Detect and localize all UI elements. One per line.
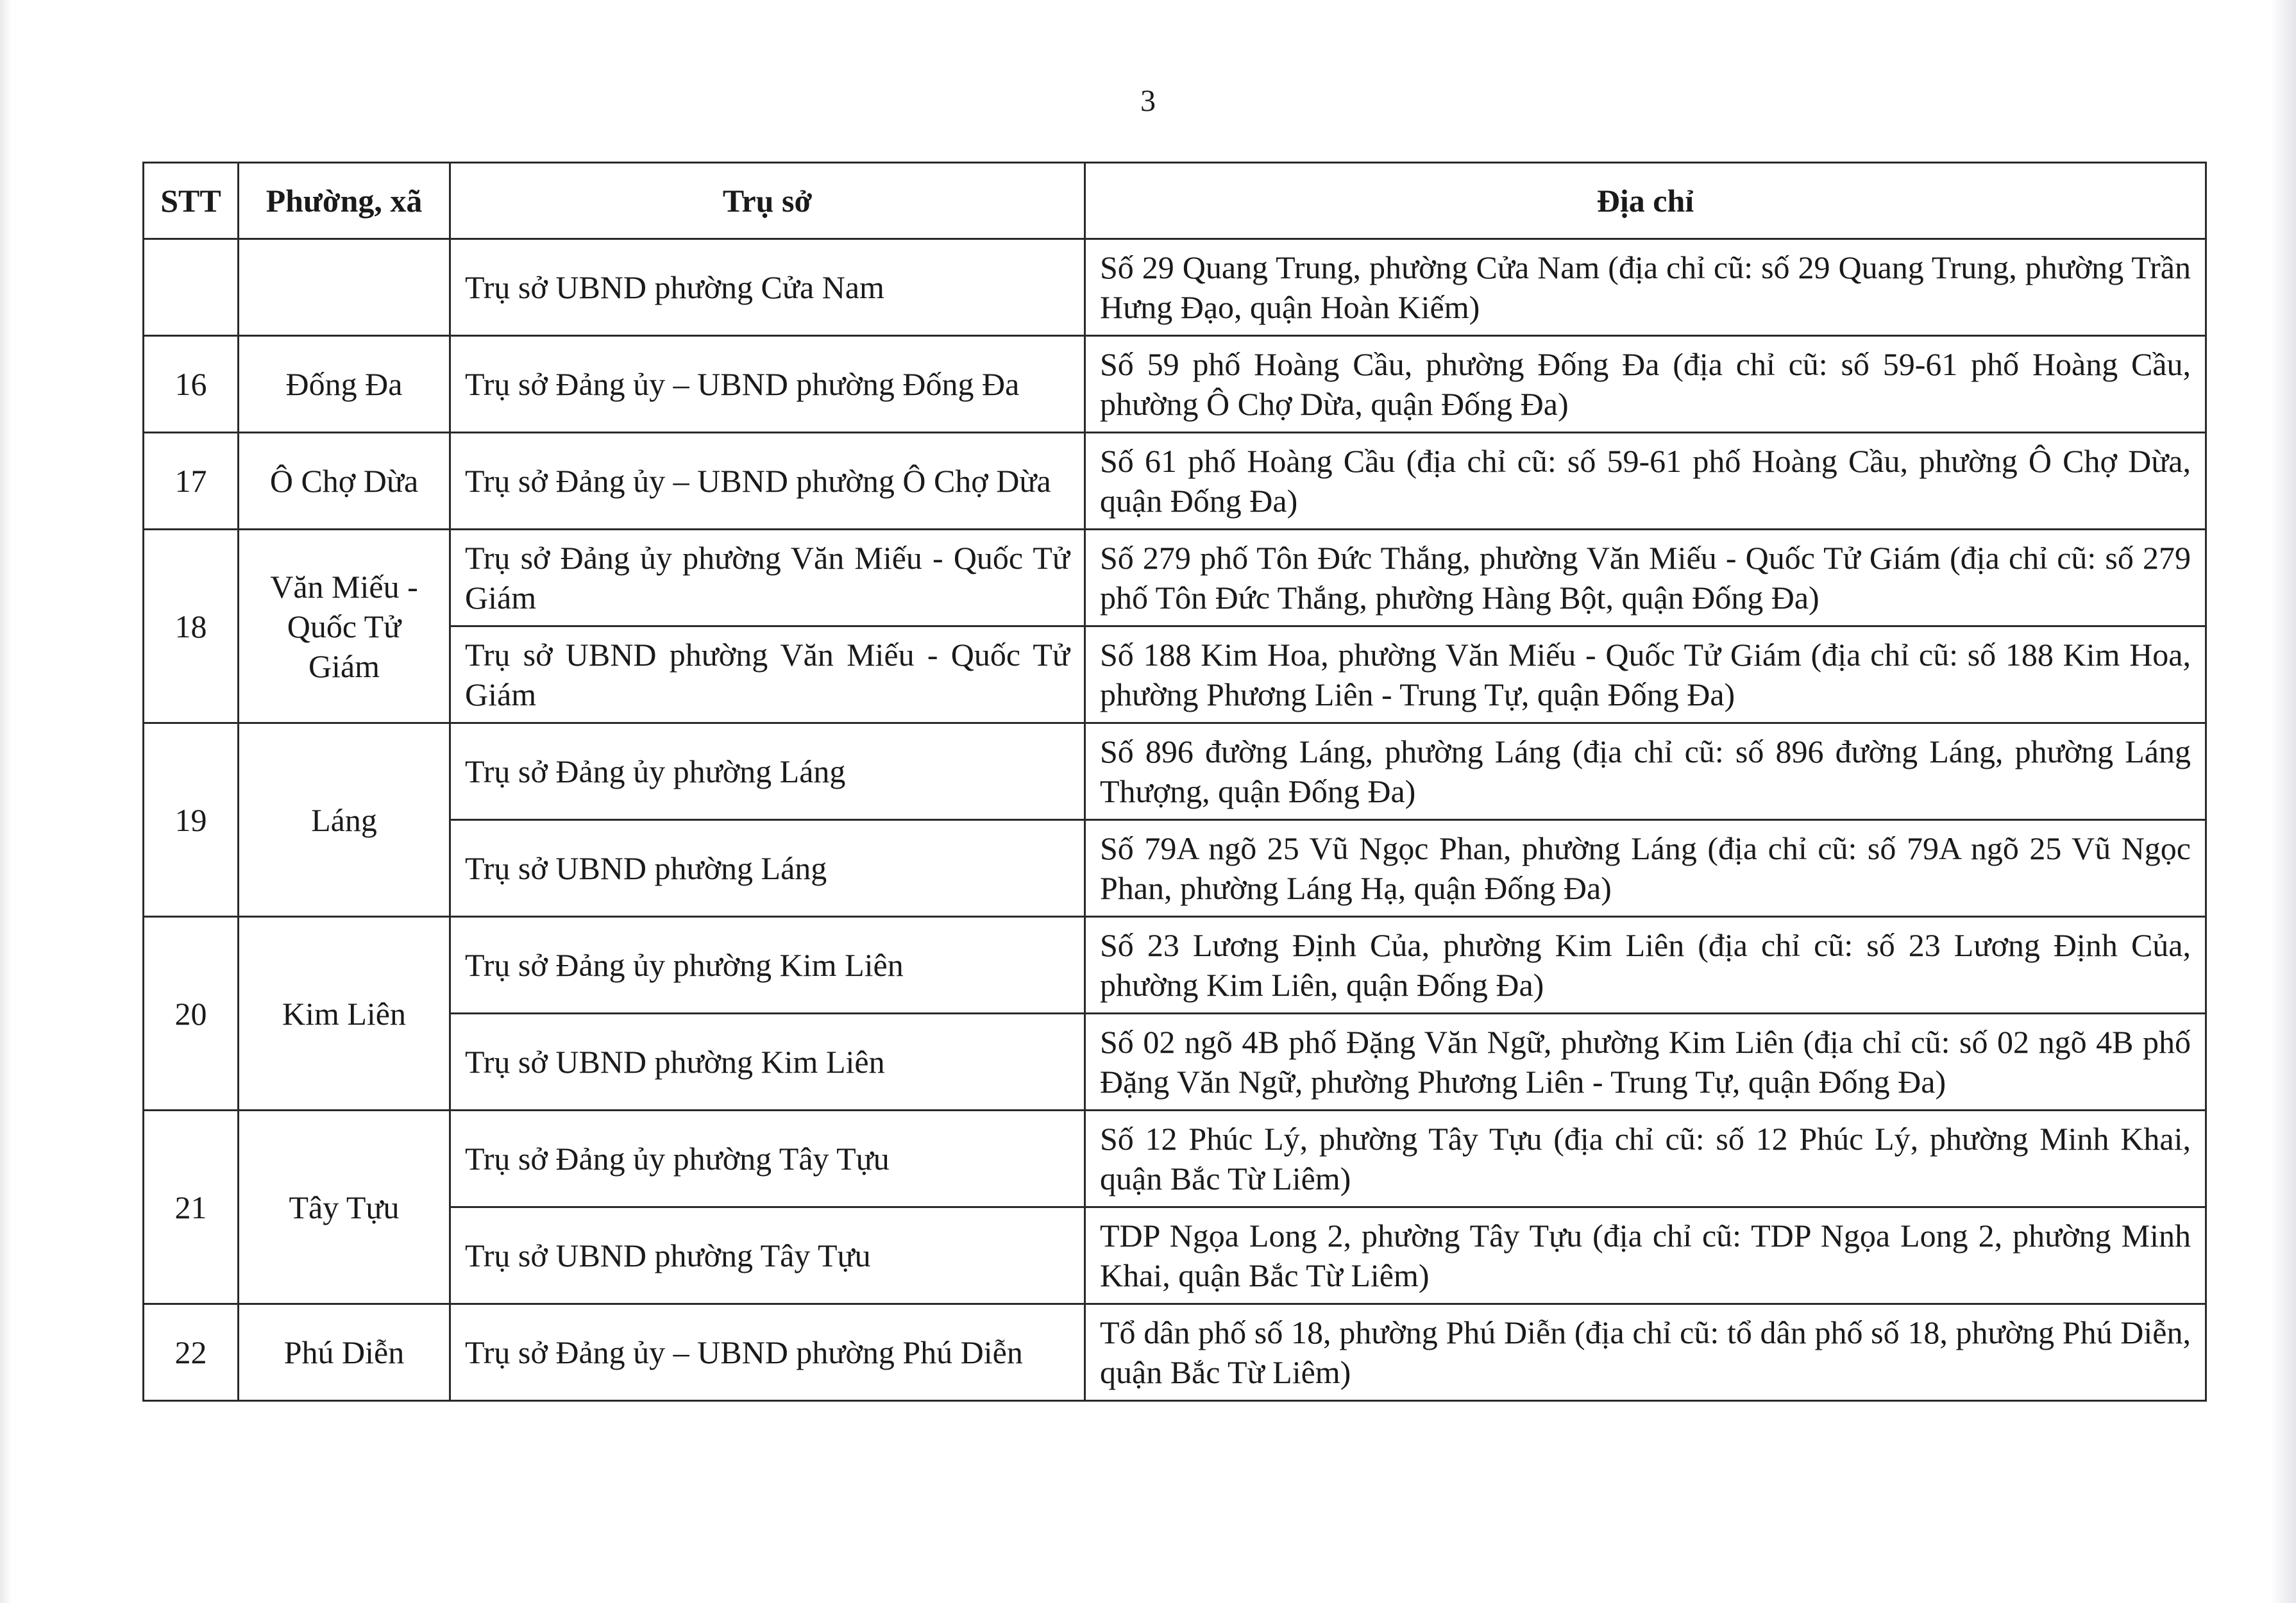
office-cell: Trụ sở UBND phường Láng bbox=[450, 820, 1085, 917]
stt-cell: 21 bbox=[144, 1111, 239, 1304]
header-address: Địa chỉ bbox=[1085, 163, 2206, 239]
office-cell: Trụ sở Đảng ủy phường Tây Tựu bbox=[450, 1111, 1085, 1207]
ward-cell: Láng bbox=[239, 723, 450, 917]
table-row bbox=[144, 530, 2206, 626]
address-cell: Số 23 Lương Định Của, phường Kim Liên (địa chỉ cũ: số 23 Lương Định Của, phường Kim Liên, quận Đống Đa) bbox=[1085, 917, 2206, 1014]
scan-edge-right bbox=[2270, 0, 2296, 1603]
table-row bbox=[144, 1207, 2206, 1304]
table-row bbox=[144, 433, 2206, 530]
office-cell: Trụ sở Đảng ủy – UBND phường Đống Đa bbox=[450, 336, 1085, 433]
address-cell: Số 12 Phúc Lý, phường Tây Tựu (địa chỉ cũ: số 12 Phúc Lý, phường Minh Khai, quận Bắc Từ Liêm) bbox=[1085, 1111, 2206, 1207]
office-cell: Trụ sở Đảng ủy – UBND phường Phú Diễn bbox=[450, 1304, 1085, 1401]
table-row bbox=[144, 626, 2206, 723]
address-cell: Số 188 Kim Hoa, phường Văn Miếu - Quốc Tử Giám (địa chỉ cũ: số 188 Kim Hoa, phường Phương Liên - Trung Tự, quận Đống Đa) bbox=[1085, 626, 2206, 723]
header-office: Trụ sở bbox=[450, 163, 1085, 239]
stt-cell bbox=[144, 239, 239, 336]
office-cell: Trụ sở Đảng ủy phường Láng bbox=[450, 723, 1085, 820]
ward-cell: Kim Liên bbox=[239, 917, 450, 1111]
stt-cell: 18 bbox=[144, 530, 239, 723]
scan-edge-left bbox=[0, 0, 12, 1603]
stt-cell: 17 bbox=[144, 433, 239, 530]
ward-cell bbox=[239, 239, 450, 336]
table-row bbox=[144, 239, 2206, 336]
table-row bbox=[144, 723, 2206, 820]
ward-cell: Đống Đa bbox=[239, 336, 450, 433]
address-cell: Số 279 phố Tôn Đức Thắng, phường Văn Miếu - Quốc Tử Giám (địa chỉ cũ: số 279 phố Tôn Đức Thắng, phường Hàng Bột, quận Đống Đa) bbox=[1085, 530, 2206, 626]
stt-cell: 20 bbox=[144, 917, 239, 1111]
table-row bbox=[144, 1014, 2206, 1111]
table-row bbox=[144, 1111, 2206, 1207]
ward-cell: Ô Chợ Dừa bbox=[239, 433, 450, 530]
stt-cell: 22 bbox=[144, 1304, 239, 1401]
office-cell: Trụ sở UBND phường Cửa Nam bbox=[450, 239, 1085, 336]
address-cell: Tổ dân phố số 18, phường Phú Diễn (địa chỉ cũ: tổ dân phố số 18, phường Phú Diễn, quận Bắc Từ Liêm) bbox=[1085, 1304, 2206, 1401]
header-ward: Phường, xã bbox=[239, 163, 450, 239]
office-cell: Trụ sở Đảng ủy phường Văn Miếu - Quốc Tử Giám bbox=[450, 530, 1085, 626]
address-cell: Số 79A ngõ 25 Vũ Ngọc Phan, phường Láng (địa chỉ cũ: số 79A ngõ 25 Vũ Ngọc Phan, phường Láng Hạ, quận Đống Đa) bbox=[1085, 820, 2206, 917]
table-row bbox=[144, 336, 2206, 433]
ward-cell: Phú Diễn bbox=[239, 1304, 450, 1401]
address-cell: Số 02 ngõ 4B phố Đặng Văn Ngữ, phường Kim Liên (địa chỉ cũ: số 02 ngõ 4B phố Đặng Văn Ngữ, phường Phương Liên - Trung Tự, quận Đống Đa) bbox=[1085, 1014, 2206, 1111]
office-cell: Trụ sở UBND phường Văn Miếu - Quốc Tử Giám bbox=[450, 626, 1085, 723]
header-stt: STT bbox=[144, 163, 239, 239]
stt-cell: 19 bbox=[144, 723, 239, 917]
table-row bbox=[144, 917, 2206, 1014]
address-cell: Số 29 Quang Trung, phường Cửa Nam (địa chỉ cũ: số 29 Quang Trung, phường Trần Hưng Đạo, quận Hoàn Kiếm) bbox=[1085, 239, 2206, 336]
page-number: 3 bbox=[1140, 84, 1156, 118]
address-cell: Số 896 đường Láng, phường Láng (địa chỉ cũ: số 896 đường Láng, phường Láng Thượng, quận Đống Đa) bbox=[1085, 723, 2206, 820]
table-header-row bbox=[144, 163, 2206, 239]
office-cell: Trụ sở UBND phường Tây Tựu bbox=[450, 1207, 1085, 1304]
address-cell: Số 59 phố Hoàng Cầu, phường Đống Đa (địa chỉ cũ: số 59-61 phố Hoàng Cầu, phường Ô Chợ Dừa, quận Đống Đa) bbox=[1085, 336, 2206, 433]
address-cell: Số 61 phố Hoàng Cầu (địa chỉ cũ: số 59-61 phố Hoàng Cầu, phường Ô Chợ Dừa, quận Đống Đa) bbox=[1085, 433, 2206, 530]
stt-cell: 16 bbox=[144, 336, 239, 433]
office-cell: Trụ sở UBND phường Kim Liên bbox=[450, 1014, 1085, 1111]
office-cell: Trụ sở Đảng ủy – UBND phường Ô Chợ Dừa bbox=[450, 433, 1085, 530]
table-row bbox=[144, 1304, 2206, 1401]
office-address-table bbox=[142, 162, 2207, 1402]
ward-cell: Văn Miếu - Quốc Tử Giám bbox=[239, 530, 450, 723]
table-row bbox=[144, 820, 2206, 917]
ward-cell: Tây Tựu bbox=[239, 1111, 450, 1304]
office-cell: Trụ sở Đảng ủy phường Kim Liên bbox=[450, 917, 1085, 1014]
address-cell: TDP Ngọa Long 2, phường Tây Tựu (địa chỉ cũ: TDP Ngọa Long 2, phường Minh Khai, quận Bắc Từ Liêm) bbox=[1085, 1207, 2206, 1304]
